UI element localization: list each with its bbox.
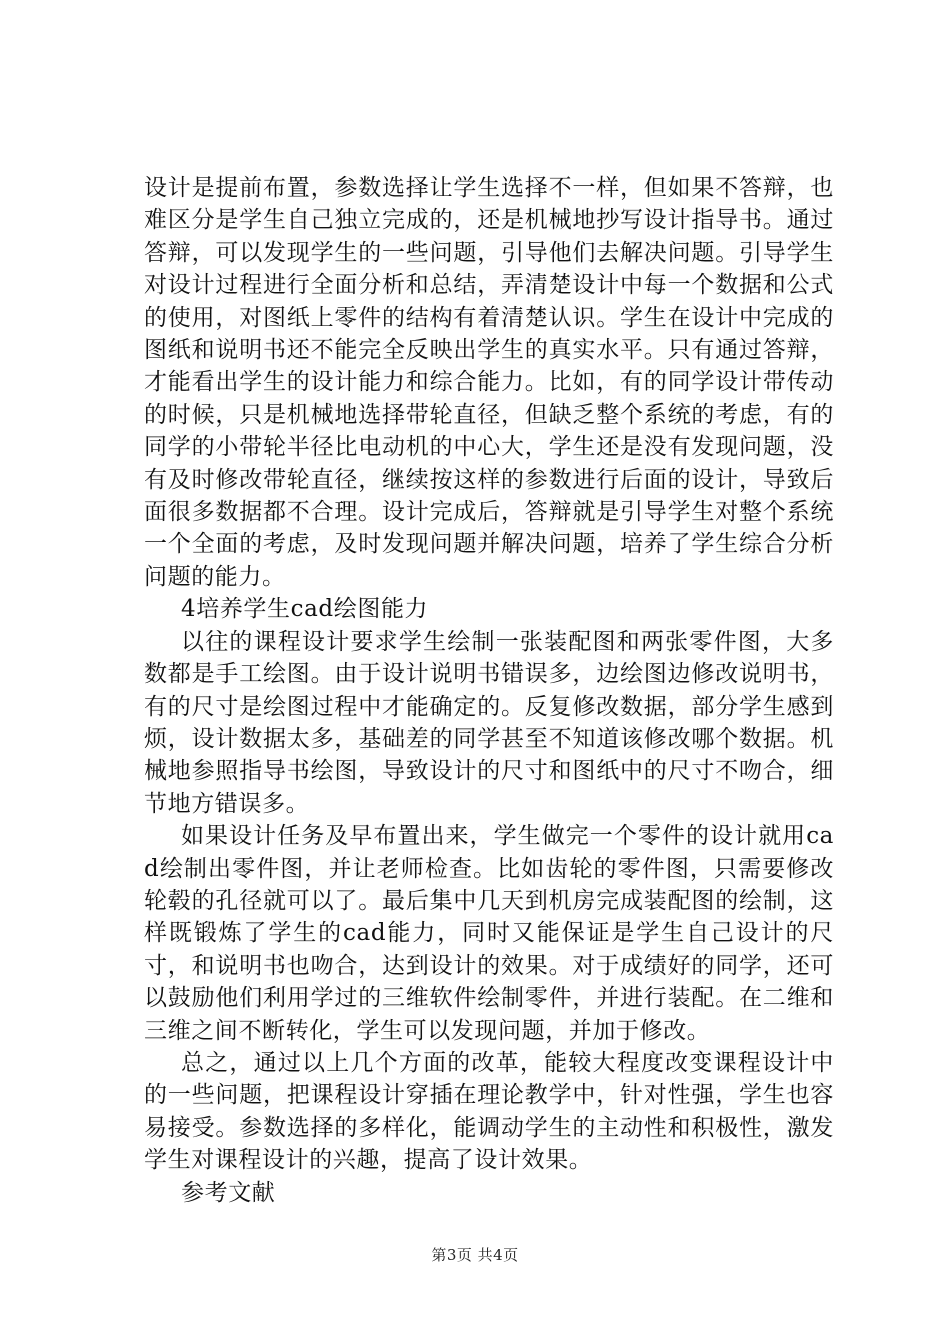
references-heading: 参考文献 (181, 1179, 276, 1206)
page-number-footer: 第3页 共4页 (431, 1246, 519, 1264)
document-body (144, 172, 834, 1209)
paragraph-manual-drawing: 以往的课程设计要求学生绘制一张装配图和两张零件图，大多数都是手工绘图。由于设计说明书错误多，边绘图边修改说明书，有的尺寸是绘图过程中才能确定的。反复修改数据，部分学生感到烦，设计数据太多，基础差的同学甚至不知道该修改哪个数据。机械地参照指导书绘图，导致设计的尺寸和图纸中的尺寸不吻合，细节地方错误多。 (144, 628, 834, 817)
paragraph-early-assignment: 如果设计任务及早布置出来，学生做完一个零件的设计就用cad绘制出零件图，并让老师检查。比如齿轮的零件图，只需要修改轮毂的孔径就可以了。最后集中几天到机房完成装配图的绘制，这样既锻炼了学生的cad能力，同时又能保证是学生自己设计的尺寸，和说明书也吻合，达到设计的效果。对于成绩好的同学，还可以鼓励他们利用学过的三维软件绘制零件，并进行装配。在二维和三维之间不断转化，学生可以发现问题，并加于修改。 (144, 823, 834, 1044)
paragraph-conclusion: 总之，通过以上几个方面的改革，能较大程度改变课程设计中的一些问题，把课程设计穿插在理论教学中，针对性强，学生也容易接受。参数选择的多样化，能调动学生的主动性和积极性，激发学生对课程设计的兴趣，提高了设计效果。 (144, 1049, 834, 1174)
section-heading-cad: 4培养学生cad绘图能力 (181, 596, 429, 623)
paragraph-defense-continuation: 设计是提前布置，参数选择让学生选择不一样，但如果不答辩，也难区分是学生自己独立完成的，还是机械地抄写设计指导书。通过答辩，可以发现学生的一些问题，引导他们去解决问题。引导学生对设计过程进行全面分析和总结，弄清楚设计中每一个数据和公式的使用，对图纸上零件的结构有着清楚认识。学生在设计中完成的图纸和说明书还不能完全反映出学生的真实水平。只有通过答辩，才能看出学生的设计能力和综合能力。比如，有的同学设计带传动的时候，只是机械地选择带轮直径，但缺乏整个系统的考虑，有的同学的小带轮半径比电动机的中心大，学生还是没有发现问题，没有及时修改带轮直径，继续按这样的参数进行后面的设计，导致后面很多数据都不合理。设计完成后，答辩就是引导学生对整个系统一个全面的考虑，及时发现问题并解决问题，培养了学生综合分析问题的能力。 (144, 175, 834, 590)
